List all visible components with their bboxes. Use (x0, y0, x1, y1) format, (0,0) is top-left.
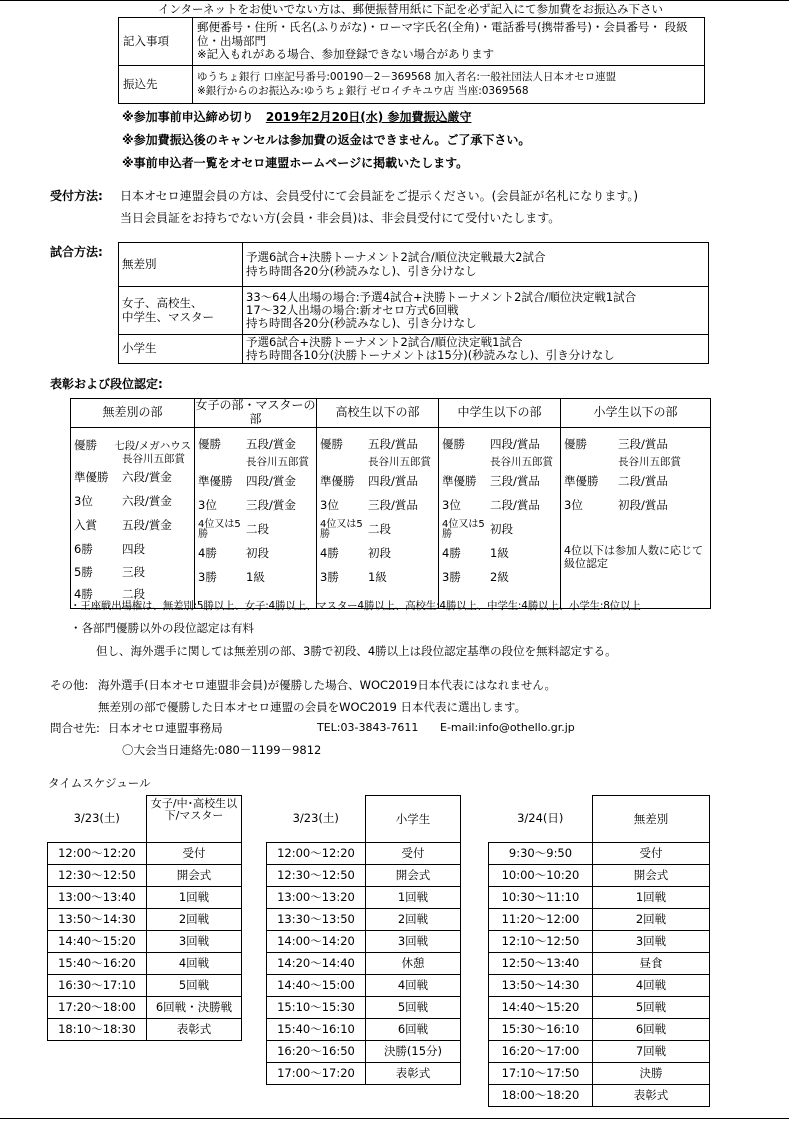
schedule-row (267, 931, 461, 953)
award-rank: 入賞 (74, 517, 97, 532)
award-rank: 優勝 (198, 436, 221, 451)
schedule-time: 11:20～12:00 (489, 909, 593, 931)
awards-header: 高校生以下の部 (317, 399, 439, 428)
schedule-event: 1回戦 (366, 887, 461, 909)
schedule-time: 13:50～14:30 (489, 975, 593, 997)
schedule-row (489, 997, 710, 1019)
award-rank-note: 4位以下は参加人数に応じて級位認定 (564, 543, 703, 571)
schedule-time: 18:00～18:20 (489, 1085, 593, 1107)
contact-org: 日本オセロ連盟事務局 (108, 721, 223, 735)
awards-col-elementary (561, 427, 711, 608)
schedule-time: 12:50～13:40 (489, 953, 593, 975)
award-prize: 三段/賞品 (618, 436, 668, 451)
schedule-event: 開会式 (147, 865, 242, 887)
schedule-row (267, 1041, 461, 1063)
award-prize: 三段/賞品 (368, 497, 418, 512)
schedule-event: 1回戦 (147, 887, 242, 909)
deadline-date: 2019年2月20日(水) 参加費振込厳守 (265, 110, 472, 124)
match-desc: 33～64人出場の場合:予選4試合+決勝トーナメント2試合/順位決定戦1試合 17～32人出場の場合:新オセロ方式6回戦 持ち時間各20分(秒読みなし)、引き分けなし (243, 287, 709, 335)
schedule-time: 13:00～13:40 (48, 887, 147, 909)
schedule-time: 14:00～14:20 (267, 931, 366, 953)
schedule-row (489, 1063, 710, 1085)
awards-table (70, 398, 711, 609)
schedule-time: 12:10～12:50 (489, 931, 593, 953)
schedule-row (489, 975, 710, 997)
schedule-time: 13:30～13:50 (267, 909, 366, 931)
schedule-row (48, 1019, 242, 1041)
schedule-time: 14:40～15:20 (48, 931, 147, 953)
awards-header: 小学生以下の部 (561, 399, 711, 428)
award-prize: 四段 (122, 541, 145, 556)
list-note: ※事前申込者一覧をオセロ連盟ホームページに掲載いたします。 (122, 156, 469, 170)
schedule-table-women (47, 795, 242, 1041)
awards-body-row (71, 427, 711, 608)
registration-value: 郵便番号・住所・氏名(ふりがな)・ローマ字氏名(全角)・電話番号(携帯番号)・会員番号・ 段級位・出場部門 ※記入もれがある場合、参加登録できない場合があります (193, 18, 705, 66)
schedule-header-row (48, 796, 242, 843)
award-prize: 二段/賞品 (618, 473, 668, 488)
schedule-table-open (488, 795, 710, 1107)
award-prize: 三段/賞金 (246, 497, 296, 512)
schedule-event: 受付 (147, 843, 242, 865)
award-prize: 1級 (246, 569, 265, 584)
award-rank: 5勝 (74, 564, 93, 579)
award-prize: 四段/賞品 (368, 473, 418, 488)
schedule-row (48, 887, 242, 909)
awards-col-middle (439, 427, 561, 608)
registration-value: ゆうちょ銀行 口座記号番号:00190－2－369568 加入者名:一般社団法人日本オセロ連盟 ※銀行からのお振込み:ゆうちょ銀行 ゼロイチキユウ店 当座:0369568 (193, 66, 705, 104)
deadline-prefix: ※参加事前申込締め切り (122, 110, 254, 124)
schedule-row (48, 975, 242, 997)
schedule-event: 4回戦 (147, 953, 242, 975)
reception-label: 受付方法: (50, 189, 103, 203)
schedule-row (489, 887, 710, 909)
schedule-event: 6回戦 (366, 1019, 461, 1041)
schedule-event: 3回戦 (366, 931, 461, 953)
schedule-division: 小学生 (366, 796, 461, 843)
schedule-row (48, 931, 242, 953)
schedule-event: 決勝(15分) (366, 1041, 461, 1063)
schedule-row (48, 865, 242, 887)
schedule-time: 10:00～10:20 (489, 865, 593, 887)
schedule-time: 9:30～9:50 (489, 843, 593, 865)
schedule-time: 14:40～15:20 (489, 997, 593, 1019)
award-prize: 四段/賞品 (490, 436, 540, 451)
schedule-header-row (267, 796, 461, 843)
schedule-time: 12:00～12:20 (267, 843, 366, 865)
schedule-row (267, 997, 461, 1019)
schedule-row (489, 843, 710, 865)
award-prize: 長谷川五郎賞 (122, 452, 185, 465)
schedule-row (267, 953, 461, 975)
schedule-row (267, 1019, 461, 1041)
schedule-event: 表彰式 (593, 1085, 710, 1107)
award-prize: 五段/賞金 (122, 517, 172, 532)
match-division: 女子、高校生、 中学生、マスター (119, 287, 243, 335)
schedule-time: 18:10～18:30 (48, 1019, 147, 1041)
award-prize: 二段 (122, 586, 145, 601)
award-prize: 六段/賞金 (122, 493, 172, 508)
match-division: 無差別 (119, 243, 243, 287)
schedule-time: 10:30～11:10 (489, 887, 593, 909)
schedule-event: 5回戦 (147, 975, 242, 997)
other-line-1: 海外選手(日本オセロ連盟非会員)が優勝した場合、WOC2019日本代表にはなれません。 (98, 678, 557, 692)
award-prize: 五段/賞品 (368, 436, 418, 451)
schedule-event: 昼食 (593, 953, 710, 975)
schedule-row (489, 1041, 710, 1063)
match-division: 小学生 (119, 335, 243, 364)
registration-row (119, 18, 705, 66)
schedule-time: 13:00～13:20 (267, 887, 366, 909)
schedule-title: タイムスケジュール (48, 776, 151, 790)
schedule-event: 受付 (593, 843, 710, 865)
schedule-row (267, 909, 461, 931)
award-rank: 優勝 (320, 436, 343, 451)
schedule-event: 2回戦 (366, 909, 461, 931)
schedule-row (267, 843, 461, 865)
award-prize: 二段/賞品 (490, 497, 540, 512)
award-prize: 五段/賞金 (246, 436, 296, 451)
schedule-division: 女子/中･高校生以下/マスター (147, 796, 242, 843)
award-rank: 4位又は5勝 (442, 518, 485, 540)
award-prize: 四段/賞金 (246, 473, 296, 488)
schedule-event: 5回戦 (366, 997, 461, 1019)
schedule-time: 12:00～12:20 (48, 843, 147, 865)
schedule-table-elementary (266, 795, 461, 1085)
award-prize: 長谷川五郎賞 (618, 455, 681, 468)
schedule-time: 17:00～17:20 (267, 1063, 366, 1085)
reception-line: 当日会員証をお持ちでない方(会員・非会員)は、非会員受付にて受付いたします。 (120, 211, 561, 225)
schedule-header-row (489, 796, 710, 843)
award-rank: 4勝 (74, 586, 93, 601)
award-rank: 3勝 (198, 569, 217, 584)
schedule-event: 4回戦 (366, 975, 461, 997)
deadline-note (122, 111, 471, 125)
awards-col-open (71, 427, 195, 608)
schedule-time: 13:50～14:30 (48, 909, 147, 931)
schedule-event: 開会式 (593, 865, 710, 887)
schedule-event: 受付 (366, 843, 461, 865)
schedule-time: 17:20～18:00 (48, 997, 147, 1019)
awards-header: 中学生以下の部 (439, 399, 561, 428)
award-rank: 3位 (564, 497, 583, 512)
award-rank: 3位 (442, 497, 461, 512)
match-table (118, 242, 709, 364)
schedule-row (267, 975, 461, 997)
registration-table (118, 17, 705, 104)
award-prize: 三段/賞品 (490, 473, 540, 488)
awards-note-2: ・各部門優勝以外の段位認定は有料 (70, 621, 254, 635)
schedule-event: 6回戦・決勝戦 (147, 997, 242, 1019)
awards-col-high (317, 427, 439, 608)
award-rank: 準優勝 (564, 473, 599, 488)
reception-line: 日本オセロ連盟会員の方は、会員受付にて会員証をご提示ください。(会員証が名札になります。) (120, 189, 639, 203)
schedule-row (267, 1063, 461, 1085)
awards-note-3: 但し、海外選手に関しては無差別の部、3勝で初段、4勝以上は段位認定基準の段位を無料認定する。 (96, 644, 617, 658)
schedule-event: 表彰式 (147, 1019, 242, 1041)
schedule-row (48, 909, 242, 931)
award-rank: 4勝 (198, 545, 217, 560)
award-prize: 初段/賞品 (618, 497, 668, 512)
schedule-event: 1回戦 (593, 887, 710, 909)
schedule-time: 14:20～14:40 (267, 953, 366, 975)
award-prize: 1級 (368, 569, 387, 584)
schedule-time: 12:30～12:50 (267, 865, 366, 887)
schedule-row (267, 887, 461, 909)
schedule-event: 2回戦 (147, 909, 242, 931)
registration-row (119, 66, 705, 104)
schedule-time: 15:40～16:10 (267, 1019, 366, 1041)
award-prize: 七段/メガハウス (114, 439, 191, 452)
award-rank: 優勝 (74, 437, 97, 452)
match-desc: 予選6試合+決勝トーナメント2試合/順位決定戦1試合 持ち時間各10分(決勝トーナメントは15分)(秒読みなし)、引き分けなし (243, 335, 709, 364)
award-rank: 4位又は5勝 (198, 518, 241, 540)
schedule-event: 3回戦 (593, 931, 710, 953)
award-prize: 二段 (368, 521, 391, 536)
award-rank: 4勝 (320, 545, 339, 560)
schedule-event: 4回戦 (593, 975, 710, 997)
award-rank: 3勝 (320, 569, 339, 584)
schedule-row (48, 843, 242, 865)
award-rank: 3位 (320, 497, 339, 512)
schedule-time: 16:30～17:10 (48, 975, 147, 997)
award-rank: 3勝 (442, 569, 461, 584)
schedule-event: 決勝 (593, 1063, 710, 1085)
schedule-row (48, 997, 242, 1019)
award-prize: 初段 (246, 545, 269, 560)
contact-label: 問合せ先: (50, 721, 100, 735)
match-row (119, 287, 709, 335)
schedule-time: 15:10～15:30 (267, 997, 366, 1019)
contact-email[interactable]: E-mail:info@othello.gr.jp (440, 721, 575, 734)
awards-note-1: ・王座戦出場権は、無差別:5勝以上、女子:4勝以上、マスター4勝以上、高校生:4勝以上、中学生:4勝以上、小学生:8位以上 (70, 600, 641, 612)
award-prize: 長谷川五郎賞 (246, 455, 309, 468)
schedule-event: 5回戦 (593, 997, 710, 1019)
match-desc: 予選6試合+決勝トーナメント2試合/順位決定戦最大2試合 持ち時間各20分(秒読みなし)、引き分けなし (243, 243, 709, 287)
award-rank: 4勝 (442, 545, 461, 560)
award-prize: 長谷川五郎賞 (490, 455, 553, 468)
award-prize: 初段 (490, 521, 513, 536)
schedule-event: 休憩 (366, 953, 461, 975)
match-row (119, 335, 709, 364)
schedule-row (489, 931, 710, 953)
award-rank: 優勝 (564, 436, 587, 451)
schedule-row (267, 865, 461, 887)
schedule-time: 15:30～16:10 (489, 1019, 593, 1041)
schedule-row (48, 953, 242, 975)
awards-label: 表彰および段位認定: (50, 377, 163, 391)
schedule-row (489, 1085, 710, 1107)
award-prize: 二段 (246, 521, 269, 536)
award-prize: 2級 (490, 569, 509, 584)
contact-day: 〇大会当日連絡先:080－1199－9812 (122, 743, 322, 757)
registration-label: 記入事項 (119, 18, 193, 66)
schedule-event: 開会式 (366, 865, 461, 887)
schedule-time: 15:40～16:20 (48, 953, 147, 975)
schedule-event: 7回戦 (593, 1041, 710, 1063)
award-rank: 6勝 (74, 541, 93, 556)
award-rank: 準優勝 (320, 473, 355, 488)
schedule-event: 表彰式 (366, 1063, 461, 1085)
cancel-note: ※参加費振込後のキャンセルは参加費の返金はできません。ご了承下さい。 (122, 133, 531, 147)
schedule-time: 16:20～17:00 (489, 1041, 593, 1063)
award-prize: 三段 (122, 564, 145, 579)
award-rank: 3位 (198, 497, 217, 512)
awards-header-row (71, 399, 711, 428)
other-label: その他: (50, 678, 89, 692)
schedule-row (489, 1019, 710, 1041)
schedule-row (489, 909, 710, 931)
schedule-row (489, 953, 710, 975)
awards-header: 女子の部・マスターの部 (195, 398, 316, 426)
schedule-time: 12:30～12:50 (48, 865, 147, 887)
other-line-2: 無差別の部で優勝した日本オセロ連盟の会員をWOC2019 日本代表に選出します。 (98, 700, 527, 714)
award-prize: 長谷川五郎賞 (368, 455, 431, 468)
match-row (119, 243, 709, 287)
schedule-date: 3/24(日) (489, 796, 593, 843)
schedule-date: 3/23(土) (48, 796, 147, 843)
awards-header: 無差別の部 (71, 399, 195, 428)
schedule-event: 2回戦 (593, 909, 710, 931)
match-label: 試合方法: (50, 245, 103, 259)
schedule-time: 17:10～17:50 (489, 1063, 593, 1085)
header-note: インターネットをお使いでない方は、郵便振替用紙に下記を必ず記入にて参加費をお振込み下さい (158, 2, 663, 16)
contact-tel: TEL:03-3843-7611 (317, 721, 419, 734)
schedule-row (489, 865, 710, 887)
award-rank: 準優勝 (442, 473, 477, 488)
schedule-event: 3回戦 (147, 931, 242, 953)
award-rank: 4位又は5勝 (320, 518, 363, 540)
schedule-division: 無差別 (593, 796, 710, 843)
schedule-time: 16:20～16:50 (267, 1041, 366, 1063)
schedule-date: 3/23(土) (267, 796, 366, 843)
award-rank: 優勝 (442, 436, 465, 451)
registration-label: 振込先 (119, 66, 193, 104)
award-rank: 3位 (74, 493, 93, 508)
award-rank: 準優勝 (74, 469, 109, 484)
awards-col-women (195, 427, 317, 608)
award-rank: 準優勝 (198, 473, 233, 488)
schedule-event: 6回戦 (593, 1019, 710, 1041)
award-prize: 1級 (490, 545, 509, 560)
award-prize: 六段/賞金 (122, 469, 172, 484)
schedule-time: 14:40～15:00 (267, 975, 366, 997)
award-prize: 初段 (368, 545, 391, 560)
